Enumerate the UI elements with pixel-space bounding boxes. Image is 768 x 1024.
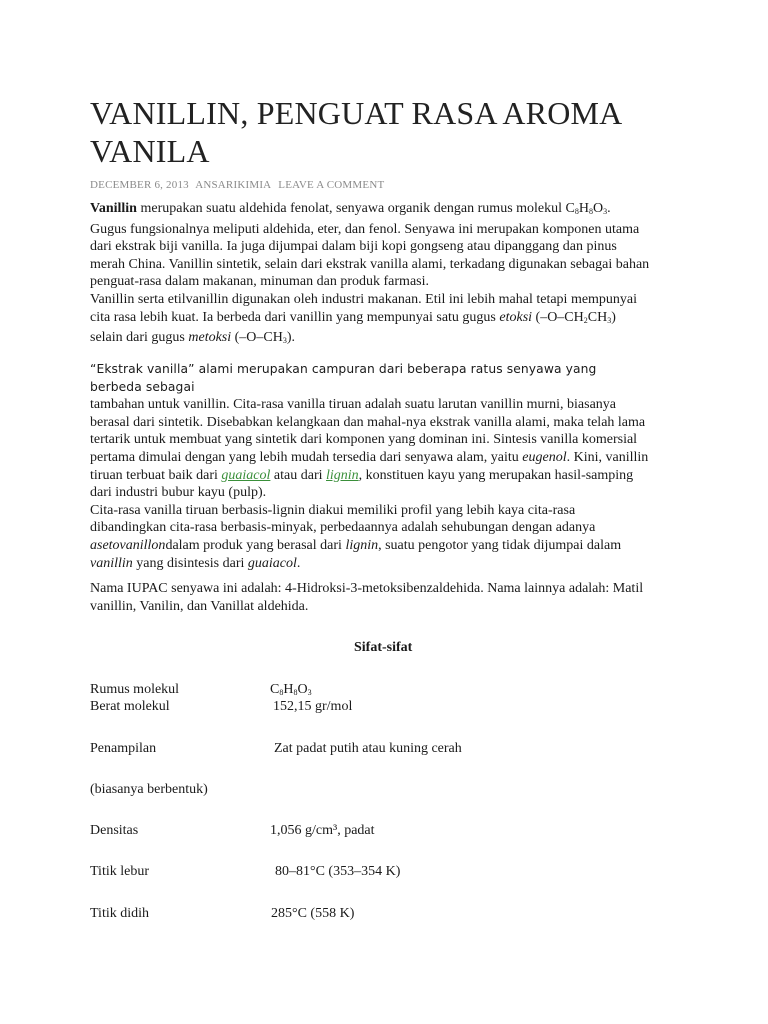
post-date[interactable]: DECEMBER 6, 2013 — [90, 179, 189, 191]
post-meta — [90, 179, 388, 191]
property-value: 285°C (558 K) — [271, 906, 355, 921]
lead-word: Vanillin — [90, 201, 137, 216]
property-label: Densitas — [90, 823, 139, 838]
property-label: Rumus molekul — [90, 682, 180, 697]
guaiacol-link[interactable]: guaiacol — [221, 467, 271, 483]
property-label: Berat molekul — [90, 699, 170, 714]
property-value: 1,056 g/cm³, padat — [270, 823, 375, 838]
leave-comment-link[interactable]: LEAVE A COMMENT — [278, 179, 385, 191]
property-value: Zat padat putih atau kuning cerah — [274, 741, 462, 756]
paragraph-extract: “Ekstrak vanilla” alami merupakan campuran dari beberapa ratus senyawa yang berbeda sebagai tambahan untuk vanillin. Cita-rasa vanilla tiruan adalah suatu larutan vanillin murni, biasanya berasal dari sintetik. Disebabkan kelangkaan dan mahal-nya ekstrak vanilla alami, maka telah lama tertarik untuk membuat yang sintetik dari komponen yang dominan ini. Sintesis vanilla komersial pertama dimulai dengan yang lebih mudah tersedia dari senyawa alam, yaitu eugenol. Kini, vanillin tiruan terbuat baik dari guaiacol atau dari lignin, konstituen kayu yang merupakan hasil-samping dari industri bubur kayu (pulp). Cita-rasa vanilla tiruan berbasis-lignin diakui memiliki profil yang lebih kaya cita-rasa dibandingkan cita-rasa berbasis-minyak, perbedaannya adalah sehubungan dengan adanya asetovanillondalam produk yang berasal dari lignin, suatu pengotor yang tidak dijumpai dalam vanillin yang disintesis dari guaiacol. — [90, 362, 649, 571]
property-value: 80–81°C (353–354 K) — [275, 864, 401, 879]
paragraph-intro: Vanillin merupakan suatu aldehida fenolat, senyawa organik dengan rumus molekul $C_8H_8O_3$. Gugus fungsionalnya meliputi aldehida, eter, dan fenol. Senyawa ini merupakan komponen utama dari ekstrak biji vanilla. Ia juga dijumpai dalam biji kopi gongseng atau dipanggang dan pinus merah China. Vanillin sintetik, selain dari ekstrak vanilla alami, terkadang digunakan sebagai bahan penguat-rasa dalam makanan, minuman dan produk farmasi. Vanillin serta etilvanillin digunakan oleh industri makanan. Etil ini lebih mahal tetapi mempunyai cita rasa lebih kuat. Ia berbeda dari vanillin yang mempunyai satu gugus etoksi $(-O-CH_2CH_3)$ selain dari gugus metoksi $(-O-CH_3)$. — [90, 201, 650, 346]
sans-first-line: “Ekstrak vanilla” alami merupakan campuran dari beberapa ratus senyawa yang berbeda sebagai — [90, 362, 597, 394]
properties-heading: Sifat-sifat — [354, 640, 413, 655]
title-line-1: VANILLIN, PENGUAT RASA AROMA — [90, 95, 623, 131]
property-value: 152,15 gr/mol — [273, 699, 353, 714]
property-label: Titik lebur — [90, 864, 149, 879]
property-value: $C_8H_8O_3$ — [270, 682, 312, 697]
property-label: Penampilan — [90, 741, 157, 756]
article-title — [90, 94, 690, 170]
lignin-link[interactable]: lignin — [326, 467, 359, 483]
paragraph-iupac: Nama IUPAC senyawa ini adalah: 4-Hidroksi-3-metoksibenzaldehida. Nama lainnya adalah: Matil vanillin, Vanilin, dan Vanillat aldehida. — [90, 581, 644, 614]
post-author[interactable]: ANSARIKIMIA — [195, 179, 272, 191]
property-label: Titik didih — [90, 906, 150, 921]
property-label: (biasanya berbentuk) — [90, 782, 208, 797]
title-line-2: VANILA — [90, 133, 210, 169]
